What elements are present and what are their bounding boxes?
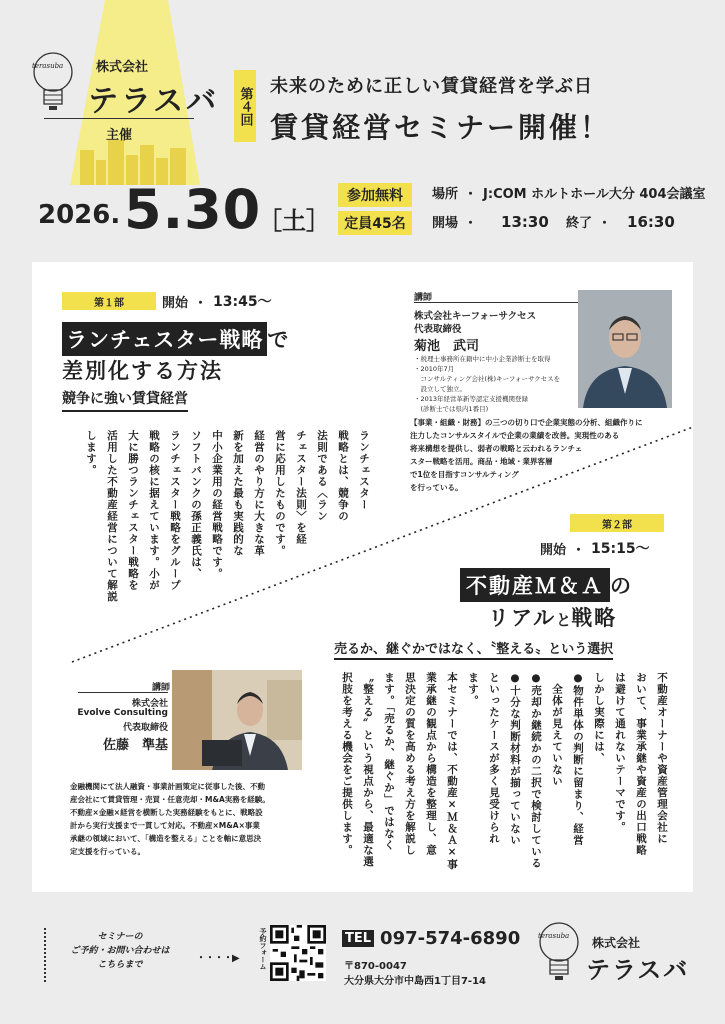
speaker1-profile-line: スター戦略を活用。商品・地域・業界客層 <box>410 457 553 466</box>
part1-description-line: チェスター法則〉を経 <box>295 430 307 545</box>
qr-label: 予約フォーム <box>259 928 267 970</box>
event-date: 5.30 <box>124 178 262 241</box>
contact-prompt-line: セミナーの <box>97 932 143 942</box>
part1-description-line: します。 <box>85 430 97 476</box>
host-label: 主催 <box>106 128 133 143</box>
part2-description-line: 業承継の観点から構造を整理し、意 <box>425 672 437 856</box>
part1-description-line: 大に勝つランチェスター戦略を <box>127 430 139 591</box>
speaker1-history <box>414 354 560 414</box>
speaker1-profile-line: を行っている。 <box>410 483 463 492</box>
part2-description-line: ます。 <box>467 672 479 707</box>
speaker1-photo <box>578 290 672 408</box>
free-badge: 参加無料 <box>338 183 412 207</box>
open-time-row: 開場 ・ 13:30 <box>432 212 549 231</box>
logo-text: terasuba <box>32 62 64 70</box>
telephone[interactable]: TEL 097-574-6890 <box>342 928 520 949</box>
end-time-row: 終了 ・ 16:30 <box>566 212 675 231</box>
speaker2-profile-line: 承継の領域において、「構造を整える」ことを軸に意思決 <box>70 834 262 843</box>
part2-description-line: 思決定の質を高める考え方を解説し <box>404 672 416 856</box>
part1-description-line: ランチェスター <box>358 430 370 511</box>
part1-tagline: 競争に強い賃貸経営 <box>62 388 188 412</box>
speaker1-label: 講師 <box>414 293 433 303</box>
part1-description-line: ソフトバンクの孫正義氏は、 <box>190 430 202 580</box>
venue-name: J:COM ホルトホール大分 404会議室 <box>483 187 706 202</box>
speaker1-profile-line: 【事業・組織・財務】の三つの切り口で企業実態の分析、組織作りに <box>410 418 643 427</box>
speaker1-company: 株式会社キーフォーサクセス <box>414 311 537 322</box>
speaker1-profile <box>410 416 643 494</box>
speaker1-history-line: ・2010年7月 <box>414 365 455 373</box>
postal-code: 〒870-0047 <box>344 961 407 972</box>
footer-logo-text: terasuba <box>538 932 570 940</box>
speaker1-history-line: ・税理士事務所在籍中に中小企業診断士を取得 <box>414 355 551 363</box>
contact-prompt <box>60 930 180 972</box>
part2-start: 開始 ・ 15:15〜 <box>540 541 650 558</box>
speaker2-profile-line: 不動産×金融×経営を横断した実務経験をもとに、戦略設 <box>70 808 263 817</box>
speaker1-profile-line: 注力したコンサルスタイルで企業の業績を改善。実現性のある <box>410 431 620 440</box>
event-day: ［ 土 ］ <box>258 207 330 235</box>
speaker2-profile <box>70 780 270 858</box>
part2-description-line: 〝整える〟という視点から、最適な選 <box>362 672 374 868</box>
footer-company-small: 株式会社 <box>592 936 641 950</box>
event-date-year: 2026. <box>38 200 121 230</box>
speaker2-role: 代表取締役 <box>122 723 168 733</box>
speaker2-profile-line: 産会社にて賃貸管理・売買・任意売却・M&A実務を経験。 <box>70 795 270 804</box>
round-badge: 第４回 <box>234 70 256 142</box>
part1-description-line: 戦略の核に据えています。小が <box>148 430 160 591</box>
lightbulb-logo-icon <box>30 48 76 114</box>
part2-tagline: 売るか、継ぐかではなく、〝整える〟という選択 <box>334 638 613 660</box>
contact-prompt-line: ご予約・お問い合わせは <box>70 946 170 956</box>
event-subtitle: 未来のために正しい賃貸経営を学ぶ日 <box>270 76 593 97</box>
speaker1-profile-line: 将来構想を提供し、弱者の戦略と云われるランチェ <box>410 444 583 453</box>
speaker1-history-line: (診断士では県内1番目) <box>414 405 489 413</box>
part1-description <box>54 430 374 630</box>
capacity-badge: 定員45名 <box>338 211 412 235</box>
address: 大分県大分市中島西1丁目7-14 <box>344 976 486 987</box>
part2-title: 不動産Ｍ＆Ａ の <box>460 568 631 602</box>
part1-description-line: 活用した不動産経営について解説 <box>106 430 118 603</box>
venue-row: 場所 ・ J:COM ホルトホール大分 404会議室 <box>432 183 706 202</box>
part1-badge: 第１部 <box>62 292 156 310</box>
part2-description <box>332 672 672 872</box>
part2-description-line: ●物件単体の判断に留まり、経営 <box>572 672 584 846</box>
company-name-small: 株式会社 <box>96 60 149 75</box>
part2-description-line: は避けて通れないテーマです。 <box>614 672 626 833</box>
speaker2-company: 株式会社 <box>131 699 168 709</box>
part1-description-line: 法則である〈ラン <box>316 430 328 522</box>
part2-badge: 第２部 <box>570 514 664 532</box>
part1-description-line: 中小企業用の経営戦略です。 <box>211 430 223 580</box>
speaker1-profile-line: で1位を目指すコンサルティング <box>410 470 519 479</box>
part1-description-line: 営に応用したものです。 <box>274 430 286 557</box>
part2-description-line: ●十分な判断材料が揃っていない <box>509 672 521 846</box>
event-title: 賃貸経営セミナー開催！ <box>270 111 612 144</box>
part2-description-line: 本セミナーでは、不動産×Ｍ＆Ａ×事 <box>446 672 458 871</box>
part1-title: ランチェスター戦略 で <box>62 322 288 356</box>
part2-description-line: といったケースが多く見受けられ <box>488 672 500 845</box>
part2-description-line: しかし実際には、 <box>593 672 605 764</box>
footer-company-name: テラスバ <box>586 956 690 984</box>
content-card <box>32 262 693 892</box>
part2-description-line: 不動産オーナーや資産管理会社に <box>656 672 668 845</box>
arrow-icon: ・・・・▶ <box>196 953 239 964</box>
part1-start: 開始 ・ 13:45〜 <box>162 294 272 311</box>
speaker2-photo <box>172 670 302 770</box>
speaker2-profile-line: 金融機関にて法人融資・事業計画策定に従事した後、不動 <box>70 782 265 791</box>
company-name: テラスバ <box>88 84 220 119</box>
part1-description-line: 経営のやり方に大きな革 <box>253 430 265 557</box>
speaker1-history-line: コンサルティング会社(株)キーフォーサクセスを <box>414 375 561 383</box>
qr-code-icon[interactable] <box>270 925 326 981</box>
part1-description-line: ランチェスター戦略をグループ <box>169 430 181 591</box>
part1-title-line2: 差別化する方法 <box>62 359 223 383</box>
contact-prompt-line: こちらまで <box>97 960 143 970</box>
part2-description-line: おいて、事業承継や資産の出口戦略 <box>635 672 647 856</box>
part2-description-line: ます。「売るか、継ぐか」ではなく <box>383 672 395 851</box>
speaker1-name: 菊池 武司 <box>414 339 480 354</box>
speaker2-name: 佐藤 準基 <box>102 738 168 753</box>
footer-lightbulb-logo-icon <box>536 918 582 984</box>
speaker2-company2: Evolve Consulting <box>77 708 168 718</box>
part1-description-line: 戦略とは、競争の <box>337 430 349 522</box>
speaker1-history-line: ・2013年経営革新等認定支援機関登録 <box>414 395 529 403</box>
speaker2-profile-line: 計から実行支援まで一貫して対応。不動産×M&A×事業 <box>70 821 260 830</box>
part2-description-line: 択肢を考える機会をご提供します。 <box>341 672 353 856</box>
speaker1-role: 代表取締役 <box>414 324 462 335</box>
part2-title-line2: リアル と 戦略 <box>488 606 618 630</box>
speaker2-label: 講師 <box>152 683 171 693</box>
speaker1-history-line: 設立して独立。 <box>414 385 466 393</box>
speaker2-profile-line: 定支援を行っている。 <box>70 847 145 856</box>
part2-description-line: ●売却か継続かの二択で検討している <box>530 672 542 869</box>
part1-description-line: 新を加えた最も実践的な <box>232 430 244 557</box>
part2-description-line: 全体が見えていない <box>551 672 563 787</box>
